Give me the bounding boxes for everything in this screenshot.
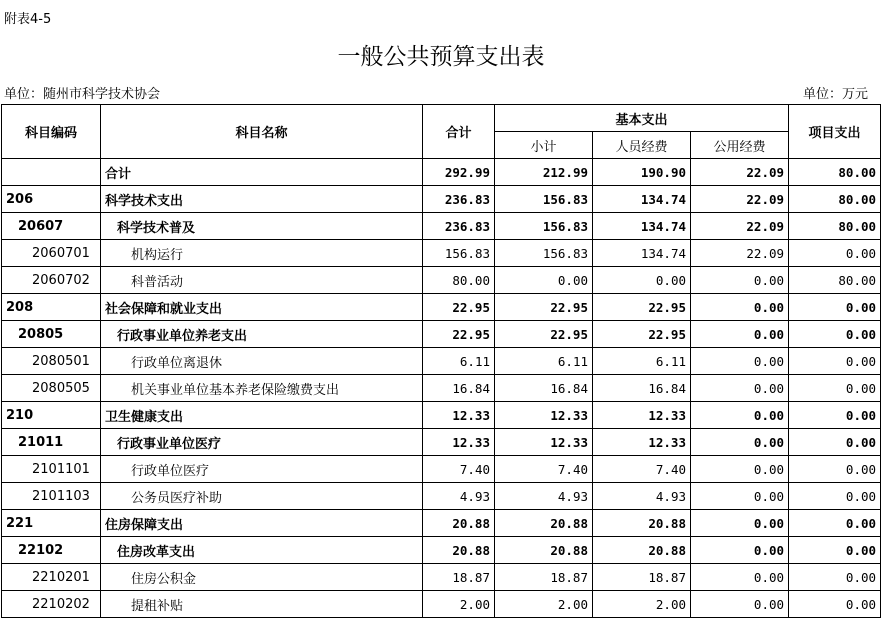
cell-code: 20607 [2,213,101,240]
cell-name: 行政单位离退休 [101,348,423,375]
cell-total: 7.40 [423,456,495,483]
cell-personnel: 134.74 [593,213,691,240]
cell-subtotal: 22.95 [495,294,593,321]
cell-total: 6.11 [423,348,495,375]
table-row [2,510,881,537]
cell-personnel: 20.88 [593,510,691,537]
cell-personnel: 12.33 [593,402,691,429]
cell-project: 0.00 [789,375,881,402]
cell-code: 20805 [2,321,101,348]
cell-name: 行政事业单位养老支出 [101,321,423,348]
cell-total: 4.93 [423,483,495,510]
cell-name: 社会保障和就业支出 [101,294,423,321]
cell-subtotal: 2.00 [495,591,593,618]
cell-public: 0.00 [691,402,789,429]
cell-code: 208 [2,294,101,321]
cell-total: 156.83 [423,240,495,267]
cell-personnel: 134.74 [593,186,691,213]
cell-project: 0.00 [789,483,881,510]
cell-total: 20.88 [423,510,495,537]
unit-currency: 单位：万元 [802,87,868,102]
table-row [2,240,881,267]
table-row [2,321,881,348]
header-code: 科目编码 [2,105,101,159]
table-row [2,294,881,321]
cell-total: 236.83 [423,186,495,213]
cell-total: 22.95 [423,294,495,321]
cell-subtotal: 156.83 [495,213,593,240]
table-body [2,159,881,618]
cell-personnel: 2.00 [593,591,691,618]
cell-code: 210 [2,402,101,429]
cell-name: 住房公积金 [101,564,423,591]
cell-name: 科学技术支出 [101,186,423,213]
cell-personnel: 0.00 [593,267,691,294]
cell-total: 80.00 [423,267,495,294]
cell-code: 2060701 [2,240,101,267]
cell-project: 80.00 [789,159,881,186]
cell-project: 80.00 [789,213,881,240]
cell-public: 0.00 [691,375,789,402]
cell-subtotal: 212.99 [495,159,593,186]
cell-name: 提租补贴 [101,591,423,618]
cell-total: 22.95 [423,321,495,348]
cell-public: 0.00 [691,537,789,564]
header-public: 公用经费 [691,132,789,159]
cell-project: 0.00 [789,294,881,321]
cell-name: 公务员医疗补助 [101,483,423,510]
header-project: 项目支出 [789,105,881,159]
attachment-label: 附表4-5 [4,12,52,27]
page-title: 一般公共预算支出表 [337,44,545,70]
cell-public: 0.00 [691,321,789,348]
table-row [2,375,881,402]
cell-public: 22.09 [691,213,789,240]
cell-code: 2060702 [2,267,101,294]
cell-code: 2080501 [2,348,101,375]
header-name: 科目名称 [101,105,423,159]
cell-total: 16.84 [423,375,495,402]
cell-name: 住房保障支出 [101,510,423,537]
cell-name: 科普活动 [101,267,423,294]
cell-public: 0.00 [691,294,789,321]
cell-personnel: 20.88 [593,537,691,564]
cell-subtotal: 156.83 [495,240,593,267]
cell-subtotal: 156.83 [495,186,593,213]
cell-public: 22.09 [691,159,789,186]
cell-subtotal: 12.33 [495,429,593,456]
cell-public: 0.00 [691,591,789,618]
cell-code: 2101101 [2,456,101,483]
cell-project: 0.00 [789,510,881,537]
cell-project: 0.00 [789,456,881,483]
cell-total: 2.00 [423,591,495,618]
cell-subtotal: 18.87 [495,564,593,591]
cell-personnel: 134.74 [593,240,691,267]
table-row [2,186,881,213]
cell-subtotal: 0.00 [495,267,593,294]
table-row [2,429,881,456]
table-row [2,537,881,564]
cell-code: 2080505 [2,375,101,402]
cell-total: 292.99 [423,159,495,186]
cell-name: 住房改革支出 [101,537,423,564]
cell-personnel: 190.90 [593,159,691,186]
cell-project: 0.00 [789,402,881,429]
cell-personnel: 22.95 [593,321,691,348]
cell-personnel: 6.11 [593,348,691,375]
cell-code: 206 [2,186,101,213]
cell-project: 0.00 [789,564,881,591]
cell-code: 2210201 [2,564,101,591]
cell-subtotal: 6.11 [495,348,593,375]
table-row [2,267,881,294]
cell-personnel: 12.33 [593,429,691,456]
cell-personnel: 16.84 [593,375,691,402]
cell-subtotal: 20.88 [495,510,593,537]
cell-public: 0.00 [691,348,789,375]
unit-organization: 单位：随州市科学技术协会 [4,87,161,102]
cell-project: 0.00 [789,537,881,564]
cell-subtotal: 12.33 [495,402,593,429]
cell-project: 0.00 [789,348,881,375]
table-row [2,159,881,186]
cell-name: 行政单位医疗 [101,456,423,483]
cell-public: 0.00 [691,456,789,483]
cell-public: 0.00 [691,510,789,537]
budget-table [1,104,881,618]
table-row [2,213,881,240]
cell-name: 机构运行 [101,240,423,267]
cell-total: 236.83 [423,213,495,240]
header-personnel: 人员经费 [593,132,691,159]
cell-subtotal: 22.95 [495,321,593,348]
cell-project: 0.00 [789,240,881,267]
table-row [2,348,881,375]
header-basic-group: 基本支出 [495,105,789,132]
table-row [2,591,881,618]
table-row [2,483,881,510]
cell-personnel: 4.93 [593,483,691,510]
cell-personnel: 7.40 [593,456,691,483]
cell-public: 0.00 [691,483,789,510]
cell-public: 22.09 [691,240,789,267]
cell-name: 科学技术普及 [101,213,423,240]
header-subtotal: 小计 [495,132,593,159]
cell-name: 合计 [101,159,423,186]
cell-project: 0.00 [789,429,881,456]
cell-code [2,159,101,186]
header-total: 合计 [423,105,495,159]
cell-project: 80.00 [789,186,881,213]
cell-public: 0.00 [691,564,789,591]
cell-code: 22102 [2,537,101,564]
cell-personnel: 18.87 [593,564,691,591]
cell-code: 2210202 [2,591,101,618]
cell-personnel: 22.95 [593,294,691,321]
cell-name: 卫生健康支出 [101,402,423,429]
table-row [2,402,881,429]
cell-code: 2101103 [2,483,101,510]
cell-project: 80.00 [789,267,881,294]
cell-subtotal: 7.40 [495,456,593,483]
cell-name: 行政事业单位医疗 [101,429,423,456]
cell-public: 0.00 [691,267,789,294]
cell-subtotal: 16.84 [495,375,593,402]
cell-project: 0.00 [789,321,881,348]
cell-subtotal: 4.93 [495,483,593,510]
table-row [2,456,881,483]
cell-project: 0.00 [789,591,881,618]
cell-total: 18.87 [423,564,495,591]
cell-public: 22.09 [691,186,789,213]
cell-public: 0.00 [691,429,789,456]
cell-total: 12.33 [423,429,495,456]
table-row [2,564,881,591]
cell-code: 21011 [2,429,101,456]
cell-total: 12.33 [423,402,495,429]
cell-total: 20.88 [423,537,495,564]
cell-subtotal: 20.88 [495,537,593,564]
cell-code: 221 [2,510,101,537]
cell-name: 机关事业单位基本养老保险缴费支出 [101,375,423,402]
